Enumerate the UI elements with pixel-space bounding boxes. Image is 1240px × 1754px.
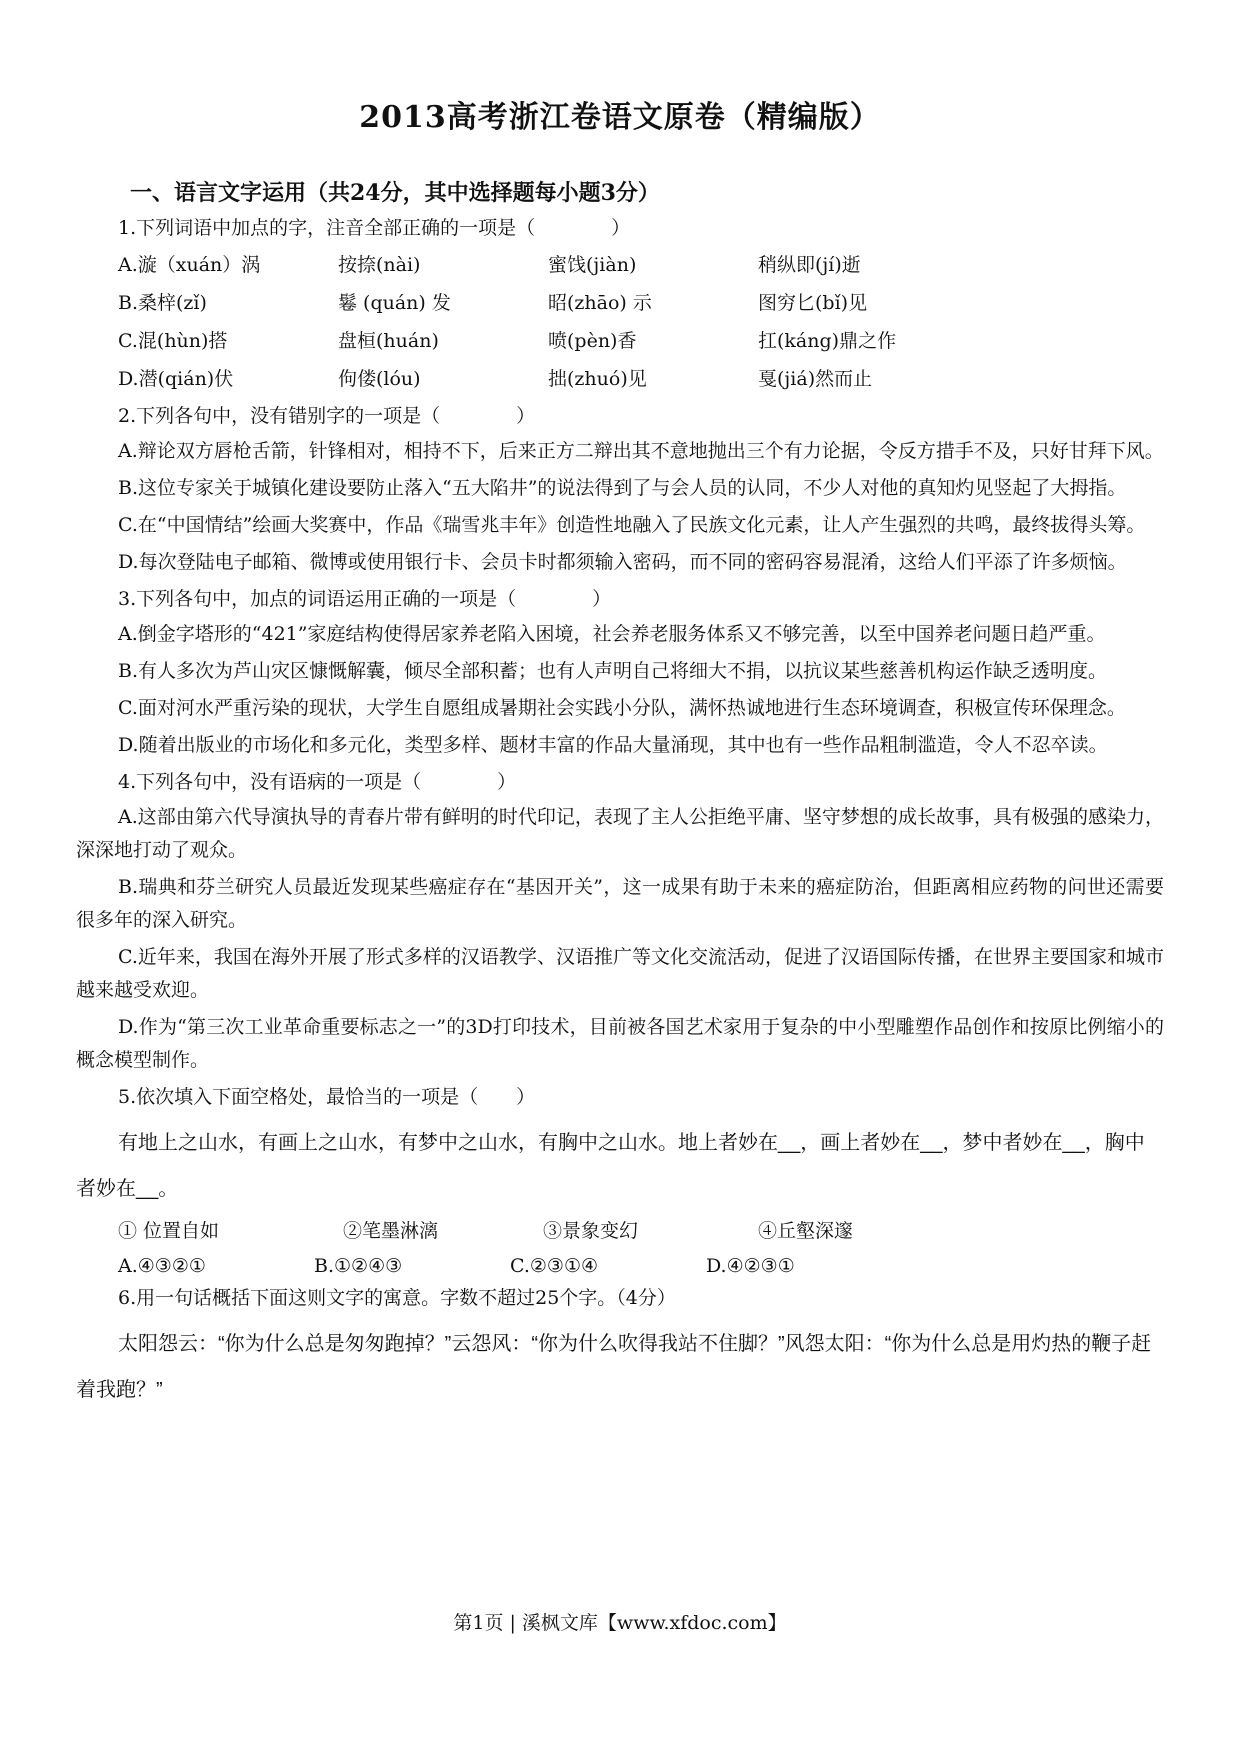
q5-items bbox=[76, 1214, 1164, 1248]
q1-option: 按捺(nài) bbox=[338, 254, 421, 276]
q1-row-a bbox=[76, 248, 1164, 283]
q5-passage: 有地上之山水，有画上之山水，有梦中之山水，有胸中之山水。地上者妙在__，画上者妙在__，梦中者妙在__，胸中者妙在__。 bbox=[76, 1132, 1145, 1200]
q5-item: ②笔墨淋漓 bbox=[343, 1220, 439, 1242]
q1-option: 图穷匕(bǐ)见 bbox=[758, 292, 868, 314]
q5-item: ③景象变幻 bbox=[543, 1220, 639, 1242]
q1-option: 佝偻(lóu) bbox=[338, 368, 421, 390]
page-title: 2013高考浙江卷语文原卷（精编版） bbox=[359, 100, 881, 135]
q5-choice: C.②③①④ bbox=[510, 1255, 599, 1277]
q1-option: 拙(zhuó)见 bbox=[548, 368, 647, 390]
q5-choice: B.①②④③ bbox=[314, 1255, 403, 1277]
q4-option-a: A.这部由第六代导演执导的青春片带有鲜明的时代印记，表现了主人公拒绝平庸、坚守梦想的成长故事，具有极强的感染力，深深地打动了观众。 bbox=[76, 806, 1164, 861]
q1-option: 稍纵即(jí)逝 bbox=[758, 254, 861, 276]
q1-row-b bbox=[76, 286, 1164, 321]
q6-passage: 太阳怨云：“你为什么总是匆匆跑掉？”云怨风：“你为什么吹得我站不住脚？”风怨太阳：“你为什么总是用灼热的鞭子赶着我跑？” bbox=[76, 1333, 1152, 1401]
q2-option-c: C.在“中国情结”绘画大奖赛中，作品《瑞雪兆丰年》创造性地融入了民族文化元素，让人产生强烈的共鸣，最终拔得头筹。 bbox=[118, 514, 1146, 536]
q3-option-c: C.面对河水严重污染的现状，大学生自愿组成暑期社会实践小分队，满怀热诚地进行生态环境调查，积极宣传环保理念。 bbox=[118, 697, 1126, 719]
question-3-stem: 3.下列各句中，加点的词语运用正确的一项是（ ） bbox=[118, 588, 612, 610]
q1-option: B.桑梓(zǐ) bbox=[118, 292, 207, 314]
question-6-stem: 6.用一句话概括下面这则文字的寓意。字数不超过25个字。（4分） bbox=[118, 1287, 676, 1309]
q3-option-b: B.有人多次为芦山灾区慷慨解囊，倾尽全部积蓄；也有人声明自己将细大不捐，以抗议某些慈善机构运作缺乏透明度。 bbox=[118, 660, 1108, 682]
q1-option: 盘桓(huán) bbox=[338, 330, 439, 352]
q5-choice: A.④③②① bbox=[118, 1255, 206, 1277]
q5-choice: D.④②③① bbox=[706, 1255, 795, 1277]
q1-option: D.潜(qián)伏 bbox=[118, 368, 234, 390]
q1-option: C.混(hùn)搭 bbox=[118, 330, 228, 352]
question-1-stem: 1.下列词语中加点的字，注音全部正确的一项是（ ） bbox=[118, 217, 631, 239]
q2-option-b: B.这位专家关于城镇化建设要防止落入“五大陷井”的说法得到了与会人员的认同，不少人对他的真知灼见竖起了大拇指。 bbox=[118, 477, 1127, 499]
q5-item: ④丘壑深邃 bbox=[758, 1220, 854, 1242]
q1-row-d bbox=[76, 362, 1164, 397]
q2-option-a: A.辩论双方唇枪舌箭，针锋相对，相持不下，后来正方二辩出其不意地抛出三个有力论据，令反方措手不及，只好甘拜下风。 bbox=[118, 440, 1164, 462]
q5-item: ① 位置自如 bbox=[118, 1220, 220, 1242]
q1-row-c bbox=[76, 324, 1164, 359]
q1-option: A.漩（xuán）涡 bbox=[118, 254, 261, 276]
q5-choices bbox=[76, 1250, 1164, 1282]
question-5-stem: 5.依次填入下面空格处，最恰当的一项是（ ） bbox=[118, 1086, 536, 1108]
section-heading: 一、语言文字运用（共24分，其中选择题每小题3分） bbox=[130, 180, 660, 206]
q1-option: 鬈 (quán) 发 bbox=[338, 292, 451, 314]
q3-option-a: A.倒金字塔形的“421”家庭结构使得居家养老陷入困境，社会养老服务体系又不够完善，以至中国养老问题日趋严重。 bbox=[118, 623, 1106, 645]
question-2-stem: 2.下列各句中，没有错别字的一项是（ ） bbox=[118, 405, 536, 427]
page-footer: 第1页 | 溪枫文库【www.xfdoc.com】 bbox=[453, 1612, 787, 1634]
q3-option-d: D.随着出版业的市场化和多元化，类型多样、题材丰富的作品大量涌现，其中也有一些作品粗制滥造，令人不忍卒读。 bbox=[118, 734, 1108, 756]
q4-option-c: C.近年来，我国在海外开展了形式多样的汉语教学、汉语推广等文化交流活动，促进了汉语国际传播，在世界主要国家和城市越来越受欢迎。 bbox=[76, 946, 1164, 1001]
question-4-stem: 4.下列各句中，没有语病的一项是（ ） bbox=[118, 771, 517, 793]
question-body bbox=[76, 212, 1164, 1415]
q4-option-b: B.瑞典和芬兰研究人员最近发现某些癌症存在“基因开关”，这一成果有助于未来的癌症防治，但距离相应药物的问世还需要很多年的深入研究。 bbox=[76, 876, 1164, 931]
q1-option: 扛(káng)鼎之作 bbox=[758, 330, 897, 352]
q4-option-d: D.作为“第三次工业革命重要标志之一”的3D打印技术，目前被各国艺术家用于复杂的中小型雕塑作品创作和按原比例缩小的概念模型制作。 bbox=[76, 1016, 1164, 1071]
q1-option: 戛(jiá)然而止 bbox=[758, 368, 873, 390]
q1-option: 喷(pèn)香 bbox=[548, 330, 637, 352]
q2-option-d: D.每次登陆电子邮箱、微博或使用银行卡、会员卡时都须输入密码，而不同的密码容易混淆，这给人们平添了许多烦恼。 bbox=[118, 551, 1127, 573]
q1-option: 蜜饯(jiàn) bbox=[548, 254, 637, 276]
q1-option: 昭(zhāo) 示 bbox=[548, 292, 652, 314]
